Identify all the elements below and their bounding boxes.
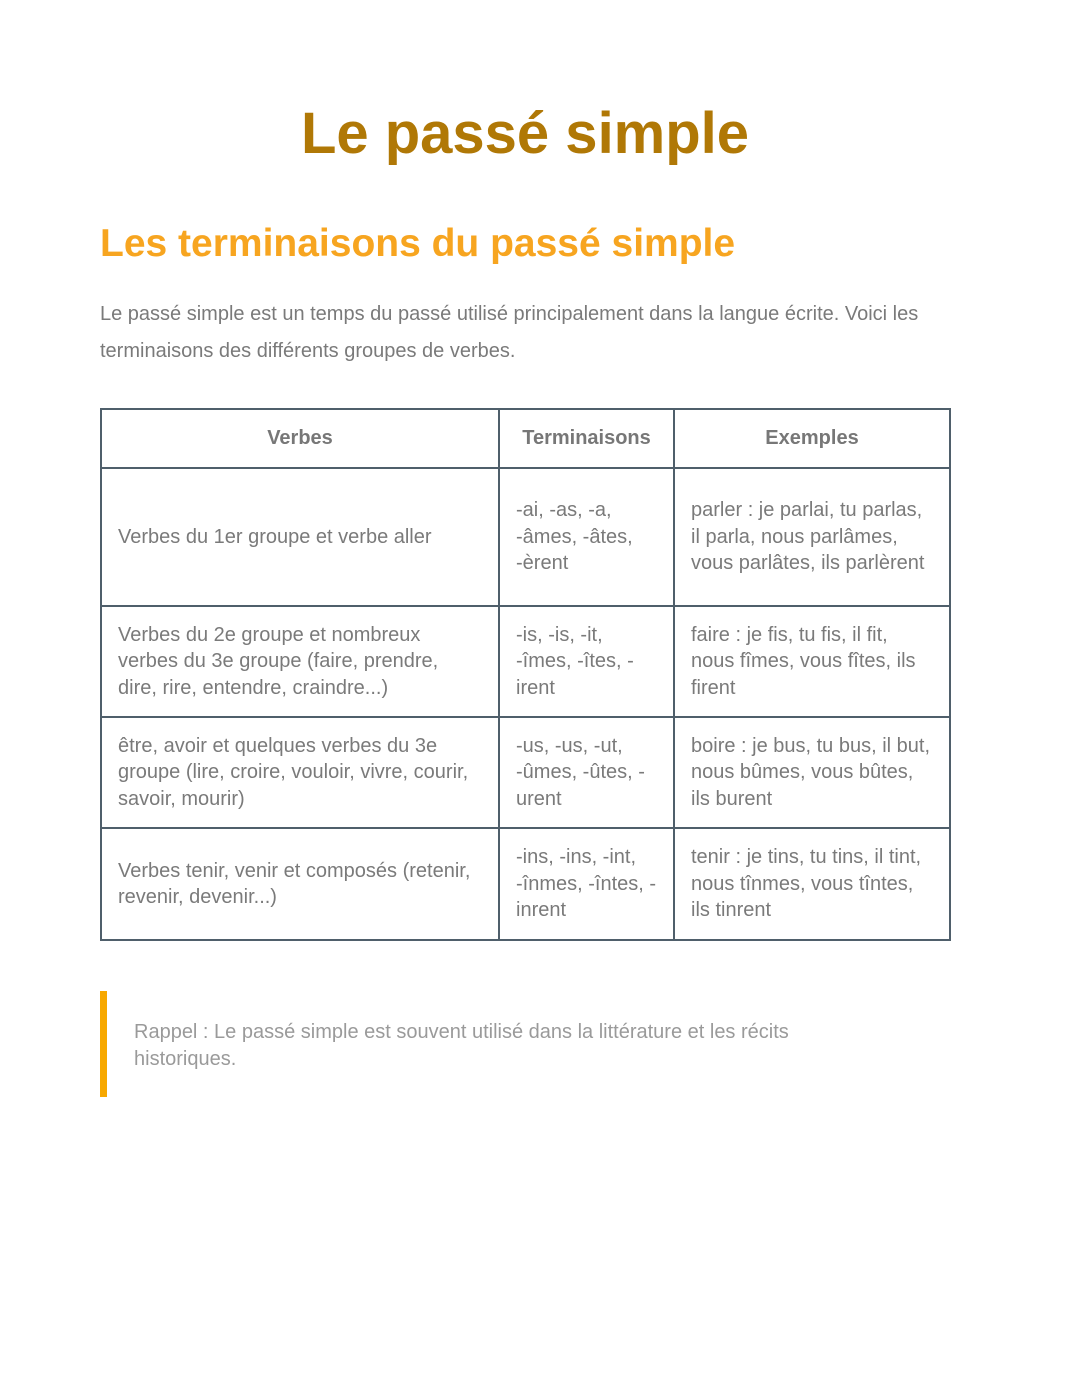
page-title: Le passé simple: [300, 101, 750, 166]
section-title: Les terminaisons du passé simple: [100, 222, 736, 265]
cell-verbes: Verbes tenir, venir et composés (retenir, revenir, devenir...): [101, 828, 499, 940]
cell-verbes: Verbes du 1er groupe et verbe aller: [101, 468, 499, 606]
table-row: [101, 828, 950, 940]
endings-table: [100, 408, 951, 941]
header-exemples: Exemples: [674, 409, 950, 468]
table-row: [101, 606, 950, 717]
header-verbes: Verbes: [101, 409, 499, 468]
cell-terminaisons: -ai, -as, -a, -âmes, -âtes, -èrent: [499, 468, 674, 606]
cell-terminaisons: -us, -us, -ut, -ûmes, -ûtes, -urent: [499, 717, 674, 828]
intro-paragraph: Le passé simple est un temps du passé utilisé principalement dans la langue écrite. Voici les terminaisons des différents groupes de verbes.: [100, 303, 919, 362]
reminder-blockquote: [100, 991, 907, 1097]
cell-terminaisons: -ins, -ins, -int, -înmes, -întes, -inrent: [499, 828, 674, 940]
table-row: [101, 468, 950, 606]
cell-exemples: tenir : je tins, tu tins, il tint, nous tînmes, vous tîntes, ils tinrent: [674, 828, 950, 940]
cell-exemples: boire : je bus, tu bus, il but, nous bûmes, vous bûtes, ils burent: [674, 717, 950, 828]
header-terminaisons: Terminaisons: [499, 409, 674, 468]
cell-exemples: parler : je parlai, tu parlas, il parla, nous parlâmes, vous parlâtes, ils parlèrent: [674, 468, 950, 606]
table-row: [101, 717, 950, 828]
table-header-row: [101, 409, 950, 468]
cell-terminaisons: -is, -is, -it, -îmes, -îtes, -irent: [499, 606, 674, 717]
cell-verbes: Verbes du 2e groupe et nombreux verbes du 3e groupe (faire, prendre, dire, rire, entendre, craindre...): [101, 606, 499, 717]
cell-verbes: être, avoir et quelques verbes du 3e groupe (lire, croire, vouloir, vivre, courir, savoir, mourir): [101, 717, 499, 828]
cell-exemples: faire : je fis, tu fis, il fit, nous fîmes, vous fîtes, ils firent: [674, 606, 950, 717]
reminder-text: Rappel : Le passé simple est souvent utilisé dans la littérature et les récits historiques.: [134, 1021, 789, 1070]
